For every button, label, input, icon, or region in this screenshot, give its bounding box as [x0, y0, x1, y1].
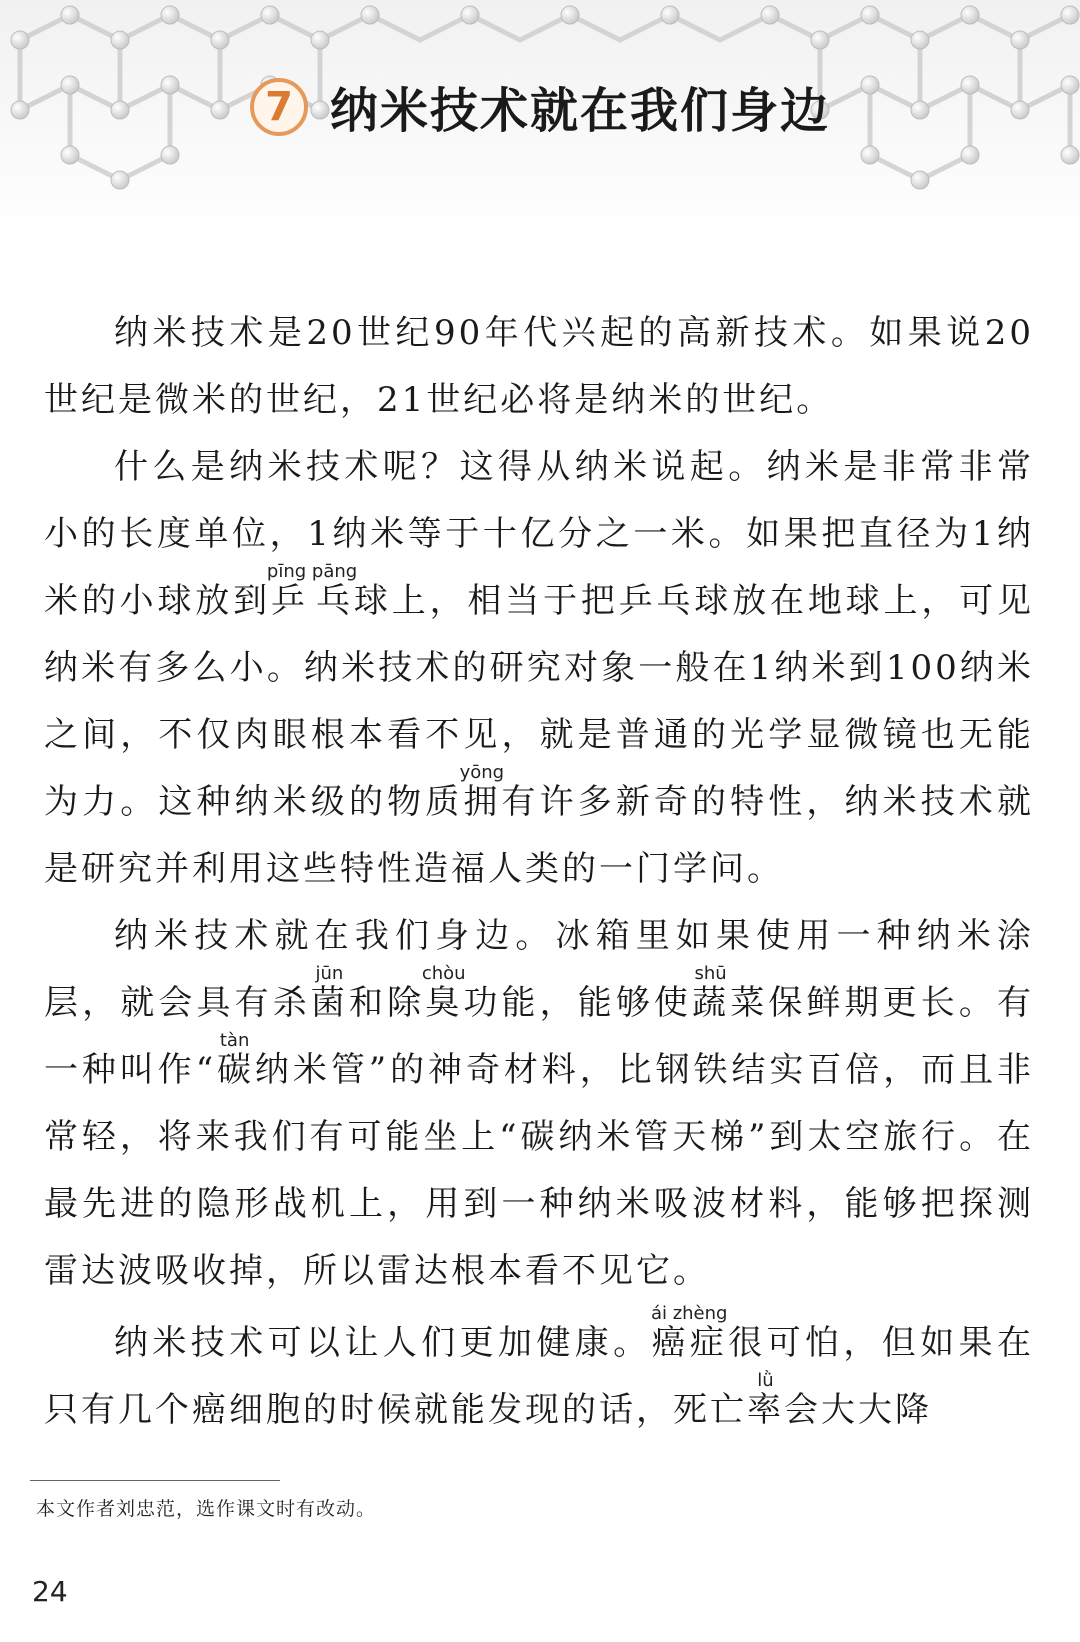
footnote: 本文作者刘忠范，选作课文时有改动。: [36, 1498, 377, 1520]
annotated-word: 拥: [459, 782, 505, 822]
pinyin-annotated-word: [692, 963, 731, 1023]
text-run: 纳米技术可以让人们更加健康。: [114, 1323, 652, 1363]
pinyin: chòu: [421, 963, 466, 984]
annotated-word: 菌: [310, 983, 349, 1023]
text-run: 菜保鲜期更长。有一种叫作“: [44, 983, 1035, 1090]
paragraph: [44, 903, 1034, 1305]
lesson-heading: [0, 72, 1080, 141]
pinyin: lǜ: [747, 1370, 784, 1391]
pinyin: pīng pāng: [266, 561, 358, 582]
lesson-title: 纳米技术就在我们身边: [329, 83, 830, 139]
annotated-word: 癌症: [650, 1323, 728, 1363]
pinyin: yōng: [459, 762, 505, 783]
pinyin-annotated-word: [421, 963, 466, 1023]
annotated-word: 臭: [421, 983, 466, 1023]
pinyin: shū: [692, 963, 730, 984]
text-run: 球上，相当于把乒乓球放在地球上，可见纳米有多么小。纳米技术的研究对象一般在1纳米到100纳米之间，不仅肉眼根本看不见，就是普通的光学显微镜也无能为力。这种纳米级的物质: [44, 581, 1034, 822]
text-run: 会大大降: [784, 1390, 932, 1430]
pinyin: tàn: [216, 1030, 254, 1051]
paragraph: [44, 1305, 1034, 1444]
pinyin: jūn: [310, 963, 348, 984]
pinyin-annotated-word: [459, 762, 505, 822]
pinyin-annotated-word: [266, 561, 358, 621]
pinyin-annotated-word: [747, 1370, 784, 1430]
annotated-word: 乒乓: [266, 581, 358, 621]
annotated-word: 蔬: [692, 983, 731, 1023]
annotated-word: 碳: [216, 1050, 255, 1090]
pinyin-annotated-word: [310, 963, 349, 1023]
pinyin-annotated-word: [216, 1030, 255, 1090]
pinyin: ái zhèng: [650, 1303, 728, 1324]
footnote-divider: [30, 1480, 280, 1481]
lesson-number-badge: 7: [250, 78, 308, 136]
paragraph: [44, 300, 1034, 434]
text-run: 和除: [348, 983, 426, 1023]
text-run: 纳米管”的神奇材料，比钢铁结实百倍，而且非常轻，将来我们有可能坐上“碳纳米管天梯”到太空旅行。在最先进的隐形战机上，用到一种纳米吸波材料，能够把探测雷达波吸收掉，所以雷达根本看不见它。: [44, 1050, 1034, 1291]
text-run: 有许多新奇的特性，纳米技术就是研究并利用这些特性造福人类的一门学问。: [44, 782, 1035, 889]
paragraph: [44, 434, 1034, 903]
text-run: 功能，能够使: [462, 983, 693, 1023]
text-run: 纳米技术就在我们身边。冰箱里如果使用一种纳米涂层，就会具有杀: [44, 916, 1034, 1023]
lesson-body: [44, 300, 1034, 1444]
text-run: 纳米技术是20世纪90年代兴起的高新技术。如果说20世纪是微米的世纪，21世纪必将是纳米的世纪。: [44, 313, 1034, 420]
pinyin-annotated-word: [650, 1303, 728, 1363]
page-number: 24: [32, 1575, 68, 1608]
text-run: 什么是纳米技术呢？这得从纳米说起。纳米是非常非常小的长度单位，1纳米等于十亿分之一米。如果把直径为1纳米的小球放到: [44, 447, 1034, 621]
text-run: 很可怕，但如果在只有几个癌细胞的时候就能发现的话，死亡: [44, 1323, 1034, 1430]
annotated-word: 率: [747, 1390, 784, 1430]
